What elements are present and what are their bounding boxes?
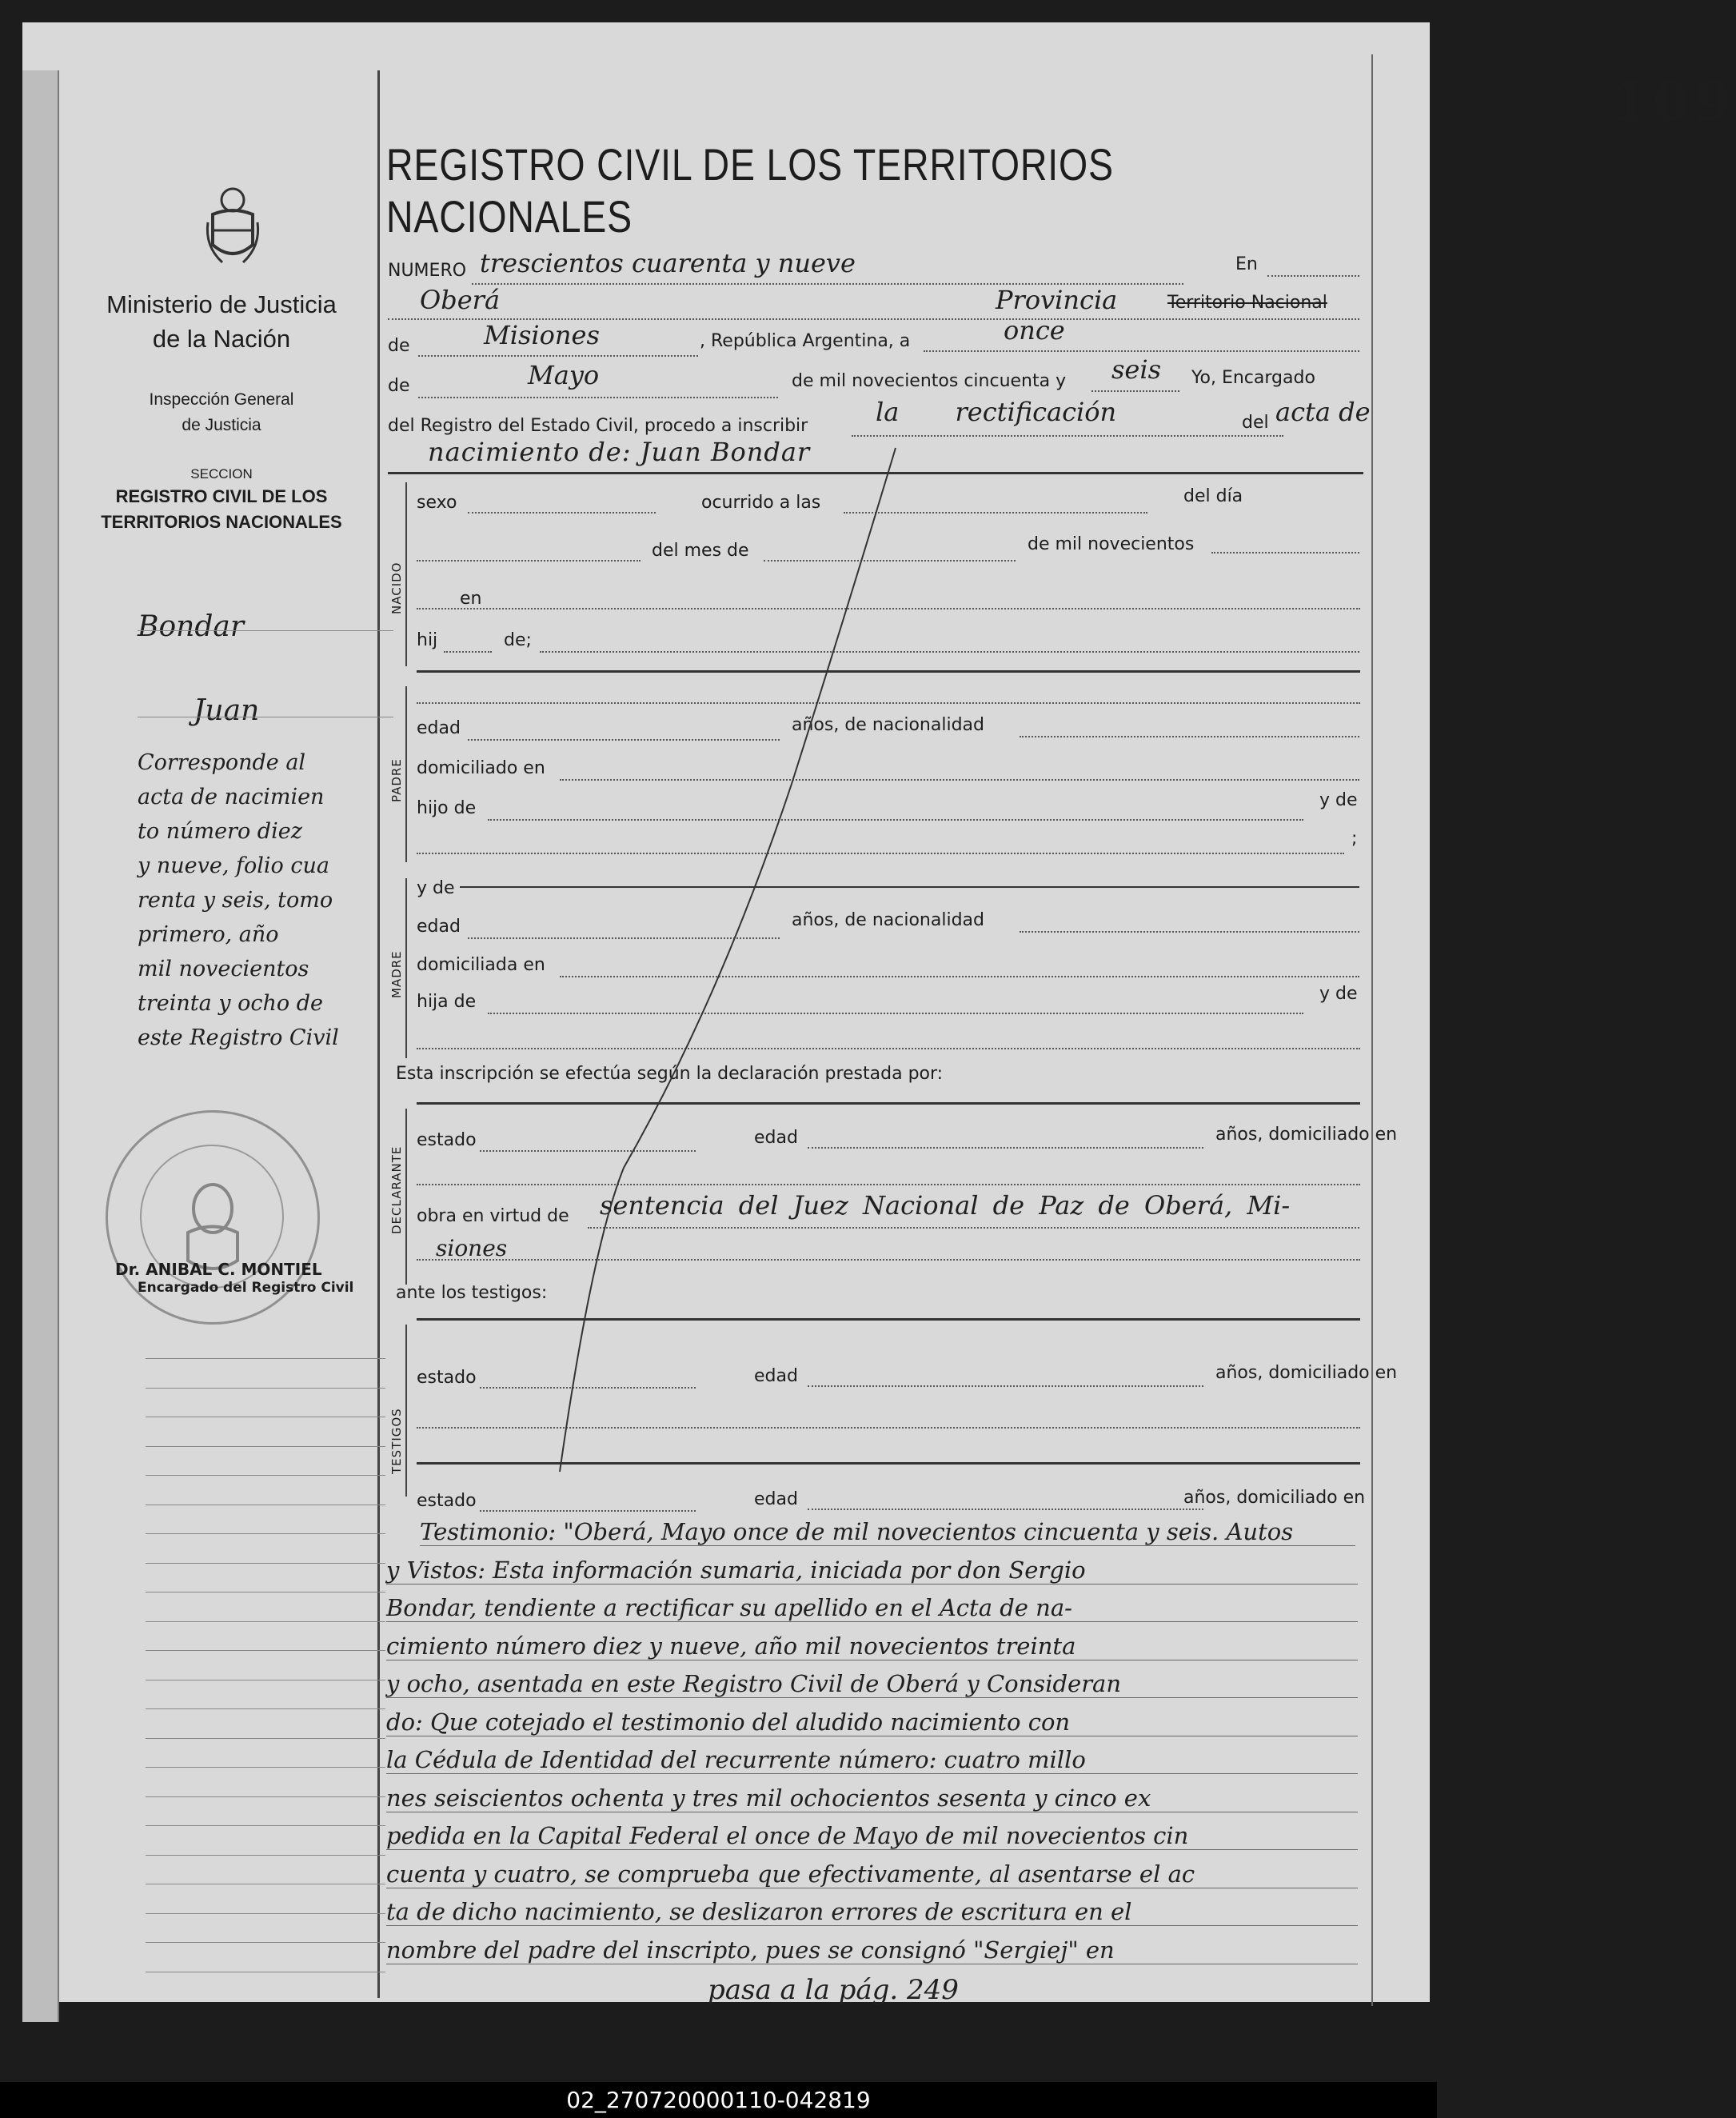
mil-novecientos-label: de mil novecientos <box>1028 534 1195 554</box>
declarante-edad-label: edad <box>754 1128 798 1148</box>
testigo1-anios-label: años, domiciliado en <box>1215 1363 1398 1383</box>
registry-form <box>380 54 1736 2006</box>
del-label: del <box>1242 413 1269 433</box>
testimonio-line: la Cédula de Identidad del recurrente número: cuatro millo <box>386 1746 1358 1774</box>
testimonio-line: nes seiscientos ochenta y tres mil ochocientos sesenta y cinco ex <box>386 1784 1358 1812</box>
testigos-label: ante los testigos: <box>396 1283 548 1303</box>
territorio-label: Territorio Nacional <box>1167 293 1327 313</box>
testigo2-edad-label: edad <box>754 1489 798 1509</box>
del-mes-label: del mes de <box>652 541 749 561</box>
del-value: acta de <box>1275 397 1371 427</box>
madre-y-de-top-label: y de <box>417 878 455 898</box>
month-value: Mayo <box>528 360 600 390</box>
hij-label: hij <box>417 630 438 650</box>
testigos-section-label: TESTIGOS <box>389 1408 404 1474</box>
en-label: En <box>1235 254 1258 274</box>
nacido-section-label: NACIDO <box>389 561 404 614</box>
numero-label: NUMERO <box>388 261 467 281</box>
testigo1-estado-label: estado <box>417 1368 477 1388</box>
del-dia-label: del día <box>1183 486 1243 506</box>
padre-edad-label: edad <box>417 718 461 738</box>
continuation-note: pasa a la pág. 249 <box>708 1974 959 2006</box>
padre-anios-label: años, de nacionalidad <box>792 715 984 735</box>
place-value: Oberá <box>420 285 501 315</box>
padre-section-label: PADRE <box>389 758 404 802</box>
testimonio-line: ta de dicho nacimiento, se deslizaron errores de escritura en el <box>386 1898 1358 1926</box>
margin-note-line: este Registro Civil <box>138 1025 339 1050</box>
book-spine <box>22 70 59 2022</box>
testimonio-line: nombre del padre del inscripto, pues se consignó "Sergiej" en <box>386 1936 1358 1964</box>
province-value: Misiones <box>484 320 600 350</box>
margin-surname: Bondar <box>138 610 245 643</box>
encargado-label: Yo, Encargado <box>1191 368 1315 388</box>
madre-hija-de-label: hija de <box>417 992 477 1012</box>
de-label-1: de <box>388 336 410 356</box>
margin-column <box>58 70 380 1998</box>
margin-note-line: primero, año <box>138 922 279 947</box>
madre-edad-label: edad <box>417 917 461 937</box>
stamp-name: Dr. ANIBAL C. MONTIEL <box>115 1260 322 1279</box>
madre-anios-label: años, de nacionalidad <box>792 910 984 930</box>
day-value: once <box>1004 315 1065 346</box>
de-nacido-label: de; <box>504 630 532 650</box>
margin-note-line: renta y seis, tomo <box>138 888 333 913</box>
padre-y-de-label: y de <box>1319 790 1358 810</box>
testigo2-estado-label: estado <box>417 1491 477 1511</box>
ministry-line2: de la Nación <box>152 325 291 353</box>
testimonio-line: do: Que cotejado el testimonio del aludido nacimiento con <box>386 1708 1358 1736</box>
margin-given-name: Juan <box>194 694 260 727</box>
ministry-line1: Ministerio de Justicia <box>106 290 337 318</box>
margin-note-line: to número diez <box>138 819 302 844</box>
margin-note-line: Corresponde al <box>138 750 306 775</box>
subject-value: nacimiento de: Juan Bondar <box>428 437 811 467</box>
provincia-value: Provincia <box>996 285 1118 315</box>
padre-domiciliado-label: domiciliado en <box>417 758 545 778</box>
en-nacido-label: en <box>460 589 482 609</box>
section-label: SECCION <box>190 466 253 482</box>
document-page <box>22 22 1736 2006</box>
testimonio-line: cimiento número diez y nueve, año mil novecientos treinta <box>386 1632 1358 1660</box>
section-line1: REGISTRO CIVIL DE LOS <box>115 486 328 506</box>
inspection-line2: de Justicia <box>182 416 261 434</box>
inscribir-value: la rectificación <box>876 397 1117 427</box>
testigo1-edad-label: edad <box>754 1366 798 1386</box>
madre-section-label: MADRE <box>389 950 404 998</box>
republica-label: , República Argentina, a <box>700 331 911 351</box>
ocurrido-label: ocurrido a las <box>701 493 821 513</box>
margin-note-line: treinta y ocho de <box>138 991 323 1016</box>
declarante-section-label: DECLARANTE <box>389 1145 404 1234</box>
declarante-anios-label: años, domiciliado en <box>1215 1125 1398 1145</box>
testimonio-line: y Vistos: Esta información sumaria, iniciada por don Sergio <box>386 1557 1358 1585</box>
stamp-role: Encargado del Registro Civil <box>138 1280 354 1296</box>
inscripcion-text: Esta inscripción se efectúa según la declaración prestada por: <box>396 1064 944 1084</box>
testimonio-line: Testimonio: "Oberá, Mayo once de mil novecientos cincuenta y seis. Autos <box>420 1518 1355 1546</box>
sexo-label: sexo <box>417 493 457 513</box>
folio-number: 109 <box>1611 70 1736 133</box>
margin-note-line: y nueve, folio cua <box>138 853 329 878</box>
obra-value-2: siones <box>436 1235 508 1261</box>
inspection-line1: Inspección General <box>149 390 294 409</box>
testimonio-line: Bondar, tendiente a rectificar su apellido en el Acta de na- <box>386 1594 1358 1622</box>
padre-semicolon: ; <box>1351 829 1358 849</box>
margin-note-line: mil novecientos <box>138 957 309 981</box>
registro-label: del Registro del Estado Civil, procedo a inscribir <box>388 416 808 436</box>
testimonio-line: pedida en la Capital Federal el once de Mayo de mil novecientos cin <box>386 1822 1358 1850</box>
registry-title: REGISTRO CIVIL DE LOS TERRITORIOS NACIONALES <box>386 139 1114 242</box>
testimonio-line: y ocho, asentada en este Registro Civil de Oberá y Consideran <box>386 1670 1358 1698</box>
year-label: de mil novecientos cincuenta y <box>792 371 1067 391</box>
de-label-2: de <box>388 376 410 396</box>
madre-domiciliada-label: domiciliada en <box>417 955 545 975</box>
section-line2: TERRITORIOS NACIONALES <box>101 512 342 532</box>
margin-note-line: acta de nacimien <box>138 785 325 809</box>
padre-hijo-de-label: hijo de <box>417 798 477 818</box>
year-value: seis <box>1111 354 1162 385</box>
obra-value: sentencia del Juez Nacional de Paz de Oberá, Mi- <box>600 1190 1291 1221</box>
madre-y-de-label: y de <box>1319 984 1358 1004</box>
declarante-estado-label: estado <box>417 1130 477 1150</box>
numero-value: trescientos cuarenta y nueve <box>480 248 856 278</box>
image-id-bar: 02_270720000110-042819 <box>0 2082 1437 2118</box>
testigo2-anios-label: años, domiciliado en <box>1183 1488 1366 1508</box>
obra-label: obra en virtud de <box>417 1206 569 1226</box>
testimonio-line: cuenta y cuatro, se comprueba que efectivamente, al asentarse el ac <box>386 1860 1358 1888</box>
coat-of-arms-icon <box>206 182 259 270</box>
